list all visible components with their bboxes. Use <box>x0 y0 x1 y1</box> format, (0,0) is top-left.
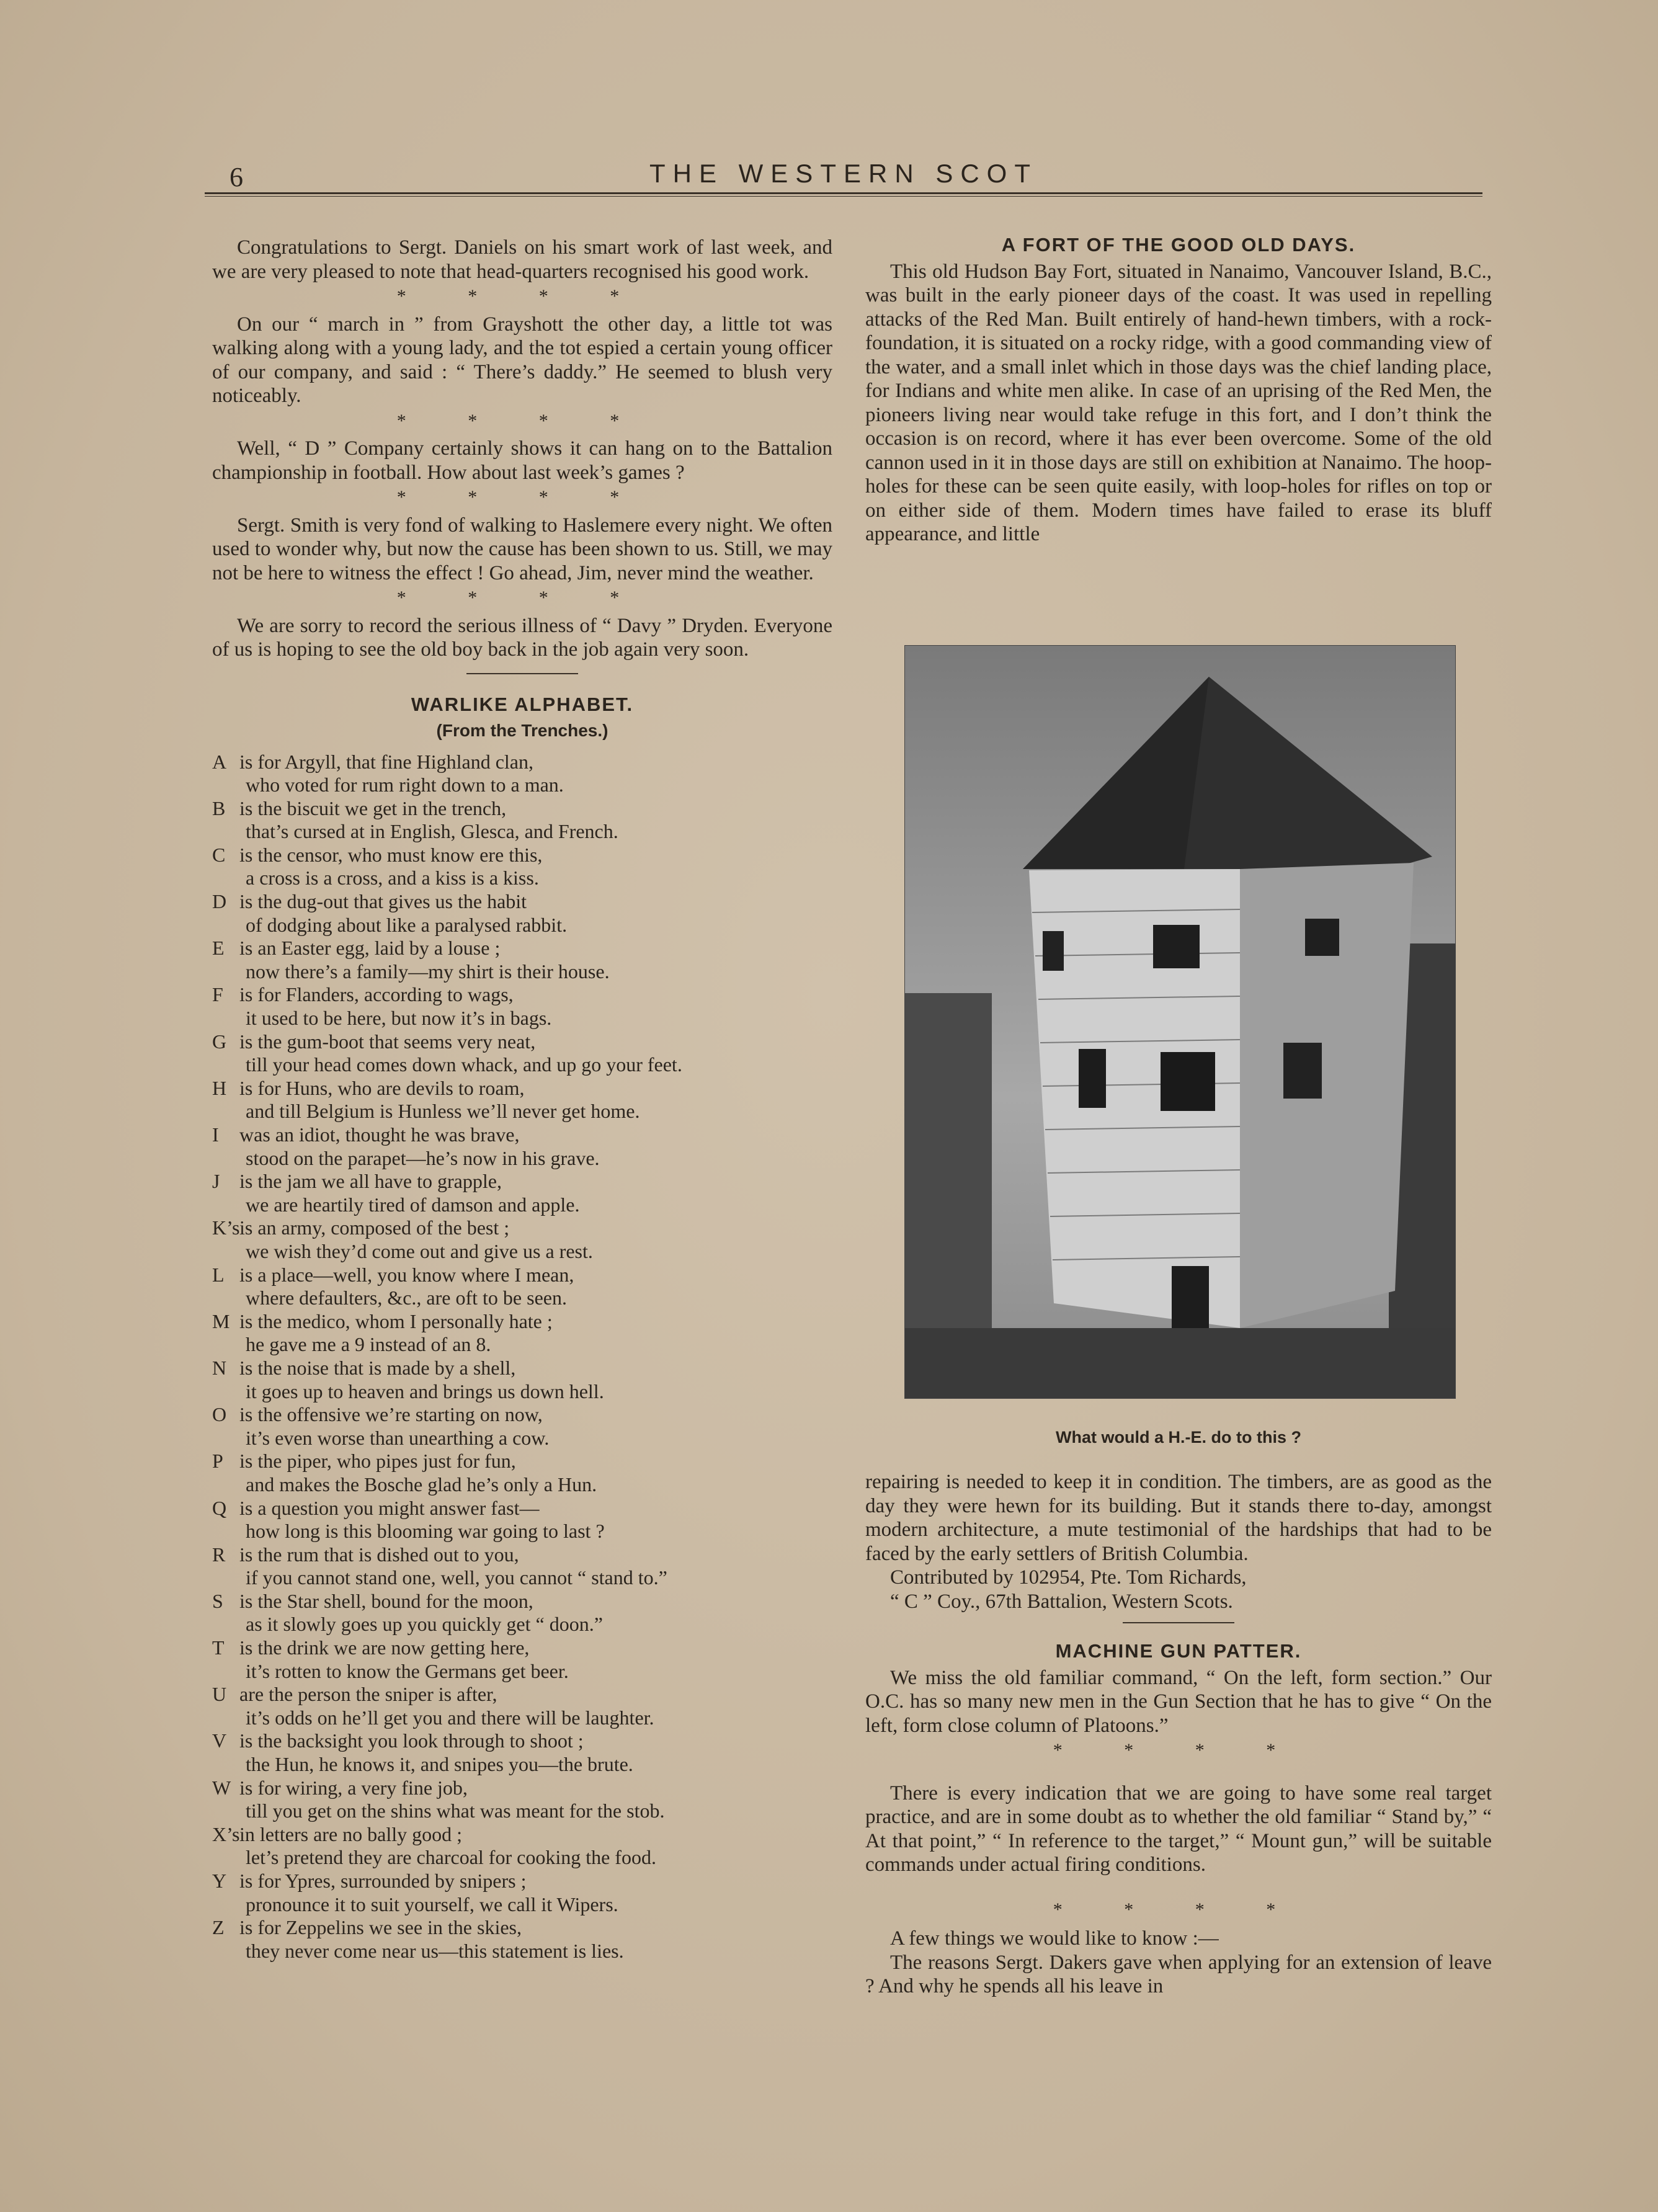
alphabet-line-1: is a place—well, you know where I mean, <box>239 1263 574 1286</box>
separator-stars: * * * * <box>396 587 648 608</box>
separator-stars: * * * * <box>396 410 648 431</box>
alphabet-entry <box>212 1077 832 1123</box>
alphabet-line-2: let’s pretend they are charcoal for cooking the food. <box>246 1846 656 1869</box>
alphabet-line-2: we wish they’d come out and give us a rest. <box>246 1239 593 1262</box>
paragraph-mg-target: There is every indication that we are going to have some real target practice, and are in some doubt as to whether the old familiar “ Stand by,” “ At that point,” “ In reference to the target,” “ Mount gun,” will be suitable commands under actual firing conditions. <box>865 1782 1492 1876</box>
alphabet-letter: X’s <box>212 1822 240 1845</box>
alphabet-line-1: is the piper, who pipes just for fun, <box>239 1450 516 1473</box>
section-divider <box>466 673 578 674</box>
alphabet-line-1: is the noise that is made by a shell, <box>239 1356 516 1379</box>
alphabet-line-1: is an Easter egg, laid by a louse ; <box>239 937 501 960</box>
alphabet-line-2: and till Belgium is Hunless we’ll never get home. <box>246 1100 640 1123</box>
alphabet-letter: L <box>212 1263 225 1286</box>
alphabet-line-1: is the offensive we’re starting on now, <box>239 1403 543 1426</box>
alphabet-line-2: where defaulters, &c., are oft to be seen. <box>246 1287 567 1309</box>
alphabet-entry <box>212 1357 832 1403</box>
alphabet-line-2: a cross is a cross, and a kiss is a kiss. <box>246 867 539 890</box>
alphabet-entry <box>212 1590 832 1636</box>
header-rule <box>205 192 1482 194</box>
left-column <box>212 236 832 1963</box>
contributor-line: Contributed by 102954, Pte. Tom Richards, <box>890 1566 1247 1589</box>
alphabet-line-2: it goes up to heaven and brings us down hell. <box>246 1380 604 1403</box>
contributor-unit: “ C ” Coy., 67th Battalion, Western Scots. <box>890 1590 1233 1613</box>
alphabet-line-2: he gave me a 9 instead of an 8. <box>246 1333 491 1356</box>
alphabet-line-2: it’s even worse than unearthing a cow. <box>246 1426 550 1449</box>
alphabet-entry <box>212 1916 832 1963</box>
alphabet-entry <box>212 1823 832 1870</box>
alphabet-letter: B <box>212 796 226 819</box>
fort-photograph <box>904 645 1456 1399</box>
paragraph-fort: This old Hudson Bay Fort, situated in Nanaimo, Vancouver Island, B.C., was built in the early pioneer days of the coast. It was used in repelling attacks of the Red Man. Built entirely of hand-hewn timbers, with a rock-foundation, it is situated on a rocky ridge, with a good commanding view of the water, and a small inlet which in those days was the chief landing place, for Indians and white men alike. In case of an uprising of the Red Men, the pioneers living near would take refuge in this fort, and I don’t think the occasion is on record, where it has ever been overcome. Some of the old cannon used in it in those days are still on exhibition at Nanaimo. The hoop-holes for these can be seen quite easily, with loop-holes for rifles on top or on either side of them. Modern times have failed to erase its bluff appearance, and little <box>865 260 1492 545</box>
alphabet-entry <box>212 1310 832 1357</box>
alphabet-letter: Z <box>212 1916 225 1939</box>
alphabet-line-1: was an idiot, thought he was brave, <box>239 1123 520 1146</box>
separator-stars: * * * * <box>1053 1740 1304 1760</box>
alphabet-list <box>212 751 832 1963</box>
alphabet-entry <box>212 1403 832 1450</box>
alphabet-line-2: it’s rotten to know the Germans get beer. <box>246 1659 569 1682</box>
alphabet-entry <box>212 1543 832 1590</box>
alphabet-entry <box>212 1450 832 1496</box>
alphabet-line-2: if you cannot stand one, well, you cannot “ stand to.” <box>246 1566 667 1589</box>
paragraph-fort-continued: repairing is needed to keep it in condition. The timbers, are as good as the day they were hewn for its building. But it stands there to-day, amongst modern architecture, a mute testimonial of the hardships that had to be faced by the early settlers of British Columbia. <box>865 1471 1492 1565</box>
paragraph-mg-things: A few things we would like to know :— <box>890 1927 1219 1950</box>
separator-stars: * * * * <box>396 286 648 306</box>
alphabet-line-2: now there’s a family—my shirt is their house. <box>246 960 610 983</box>
alphabet-entry <box>212 1170 832 1216</box>
alphabet-line-1: in letters are no bally good ; <box>239 1822 463 1845</box>
right-column-top <box>865 228 1492 546</box>
alphabet-entry <box>212 983 832 1030</box>
header-rule-thin <box>205 196 1482 197</box>
alphabet-line-2: till you get on the shins what was meant for the stob. <box>246 1799 665 1822</box>
alphabet-line-1: is for Flanders, according to wags, <box>239 983 514 1006</box>
alphabet-letter: M <box>212 1309 230 1332</box>
alphabet-line-2: till your head comes down whack, and up go your feet. <box>246 1053 682 1076</box>
alphabet-line-2: pronounce it to suit yourself, we call it Wipers. <box>246 1893 618 1915</box>
alphabet-letter: A <box>212 750 227 773</box>
alphabet-title: WARLIKE ALPHABET. <box>411 693 634 715</box>
paragraph-mg-command: We miss the old familiar command, “ On the left, form section.” Our O.C. has so many new men in the Gun Section that he has to give “ On the left, form close column of Platoons.” <box>865 1666 1492 1737</box>
alphabet-entry <box>212 751 832 797</box>
alphabet-line-1: is for Zeppelins we see in the skies, <box>239 1916 522 1939</box>
alphabet-letter: Y <box>212 1870 227 1892</box>
paragraph-d-company: Well, “ D ” Company certainly shows it can hang on to the Battalion championship in football. How about last week’s games ? <box>212 437 832 484</box>
alphabet-line-1: is the medico, whom I personally hate ; <box>239 1309 553 1332</box>
alphabet-entry <box>212 1123 832 1170</box>
alphabet-entry <box>212 1636 832 1683</box>
section-divider <box>1123 1622 1234 1623</box>
alphabet-letter: K’s <box>212 1216 240 1239</box>
page-number: 6 <box>230 162 243 192</box>
alphabet-letter: Q <box>212 1496 227 1519</box>
fort-title: A FORT OF THE GOOD OLD DAYS. <box>1001 234 1356 256</box>
alphabet-letter: J <box>212 1170 220 1193</box>
alphabet-entry <box>212 797 832 844</box>
alphabet-letter: I <box>212 1123 219 1146</box>
alphabet-letter: N <box>212 1356 227 1379</box>
fort-image <box>905 646 1455 1398</box>
alphabet-letter: G <box>212 1030 227 1053</box>
paragraph-march: On our “ march in ” from Grayshott the other day, a little tot was walking along with a young lady, and the tot espied a certain young officer of our company, and said : “ There’s daddy.” He seemed to blush very noticeably. <box>212 313 832 407</box>
alphabet-letter: P <box>212 1450 223 1473</box>
alphabet-line-2: how long is this blooming war going to last ? <box>246 1520 605 1543</box>
paragraph-sergt-smith: Sergt. Smith is very fond of walking to Haslemere every night. We often used to wonder why, but now the cause has been shown to us. Still, we may not be here to witness the effect ! Go ahead, Jim, never mind the weather. <box>212 514 832 584</box>
alphabet-letter: S <box>212 1589 223 1612</box>
alphabet-line-1: is the gum-boot that seems very neat, <box>239 1030 536 1053</box>
alphabet-line-1: is the Star shell, bound for the moon, <box>239 1589 533 1612</box>
alphabet-letter: O <box>212 1403 227 1426</box>
alphabet-entry <box>212 937 832 983</box>
alphabet-line-1: is for Argyll, that fine Highland clan, <box>239 750 533 773</box>
alphabet-line-1: is the biscuit we get in the trench, <box>239 796 507 819</box>
separator-stars: * * * * <box>396 487 648 507</box>
alphabet-line-2: it used to be here, but now it’s in bags. <box>246 1007 552 1030</box>
alphabet-line-2: they never come near us—this statement is lies. <box>246 1939 624 1962</box>
alphabet-line-2: as it slowly goes up you quickly get “ doon.” <box>246 1613 603 1636</box>
alphabet-line-2: and makes the Bosche glad he’s only a Hun. <box>246 1473 597 1496</box>
alphabet-letter: C <box>212 843 226 866</box>
alphabet-entry <box>212 1870 832 1916</box>
separator-stars: * * * * <box>1053 1899 1304 1920</box>
alphabet-entry <box>212 844 832 890</box>
paragraph-dryden: We are sorry to record the serious illness of “ Davy ” Dryden. Everyone of us is hoping to see the old boy back in the job again very soon. <box>212 614 832 661</box>
alphabet-line-2: we are heartily tired of damson and apple. <box>246 1193 580 1216</box>
alphabet-entry <box>212 1729 832 1776</box>
alphabet-entry <box>212 1497 832 1543</box>
alphabet-line-1: is the censor, who must know ere this, <box>239 843 543 866</box>
alphabet-line-1: is the dug-out that gives us the habit <box>239 890 527 913</box>
alphabet-line-1: is the rum that is dished out to you, <box>239 1543 519 1566</box>
alphabet-letter: D <box>212 890 227 913</box>
alphabet-line-1: is the drink we are now getting here, <box>239 1636 530 1659</box>
alphabet-line-1: is for Ypres, surrounded by snipers ; <box>239 1870 527 1892</box>
paragraph-daniels: Congratulations to Sergt. Daniels on his smart work of last week, and we are very pleased to note that head-quarters recognised his good work. <box>212 236 832 283</box>
alphabet-letter: T <box>212 1636 225 1659</box>
alphabet-line-1: is an army, composed of the best ; <box>239 1216 510 1239</box>
alphabet-subtitle: (From the Trenches.) <box>436 721 608 740</box>
alphabet-line-2: stood on the parapet—he’s now in his grave. <box>246 1146 600 1169</box>
alphabet-entry <box>212 890 832 937</box>
alphabet-line-2: the Hun, he knows it, and snipes you—the brute. <box>246 1753 633 1776</box>
alphabet-line-2: who voted for rum right down to a man. <box>246 774 564 796</box>
alphabet-line-2: of dodging about like a paralysed rabbit. <box>246 913 568 936</box>
alphabet-line-1: is the backsight you look through to shoot ; <box>239 1729 584 1752</box>
alphabet-line-2: it’s odds on he’ll get you and there will be laughter. <box>246 1706 654 1729</box>
alphabet-entry <box>212 1030 832 1077</box>
alphabet-entry <box>212 1264 832 1310</box>
alphabet-entry <box>212 1683 832 1729</box>
alphabet-letter: R <box>212 1543 226 1566</box>
alphabet-letter: W <box>212 1776 231 1799</box>
alphabet-line-2: that’s cursed at in English, Glesca, and French. <box>246 820 618 843</box>
alphabet-entry <box>212 1777 832 1823</box>
paragraph-mg-dakers: The reasons Sergt. Dakers gave when applying for an extension of leave ? And why he spends all his leave in <box>865 1951 1492 1997</box>
alphabet-letter: V <box>212 1729 227 1752</box>
alphabet-letter: F <box>212 983 223 1006</box>
alphabet-line-1: is a question you might answer fast— <box>239 1496 540 1519</box>
masthead-title: THE WESTERN SCOT <box>649 159 1038 188</box>
photo-caption: What would a H.-E. do to this ? <box>1056 1428 1301 1447</box>
right-column-bottom <box>865 1470 1492 1999</box>
alphabet-letter: U <box>212 1683 227 1706</box>
alphabet-letter: E <box>212 937 225 960</box>
alphabet-line-1: is for Huns, who are devils to roam, <box>239 1076 525 1099</box>
alphabet-letter: H <box>212 1076 227 1099</box>
alphabet-line-1: is the jam we all have to grapple, <box>239 1170 502 1193</box>
alphabet-line-1: are the person the sniper is after, <box>239 1683 497 1706</box>
machine-gun-title: MACHINE GUN PATTER. <box>1055 1640 1302 1662</box>
alphabet-entry <box>212 1216 832 1263</box>
alphabet-line-1: is for wiring, a very fine job, <box>239 1776 468 1799</box>
